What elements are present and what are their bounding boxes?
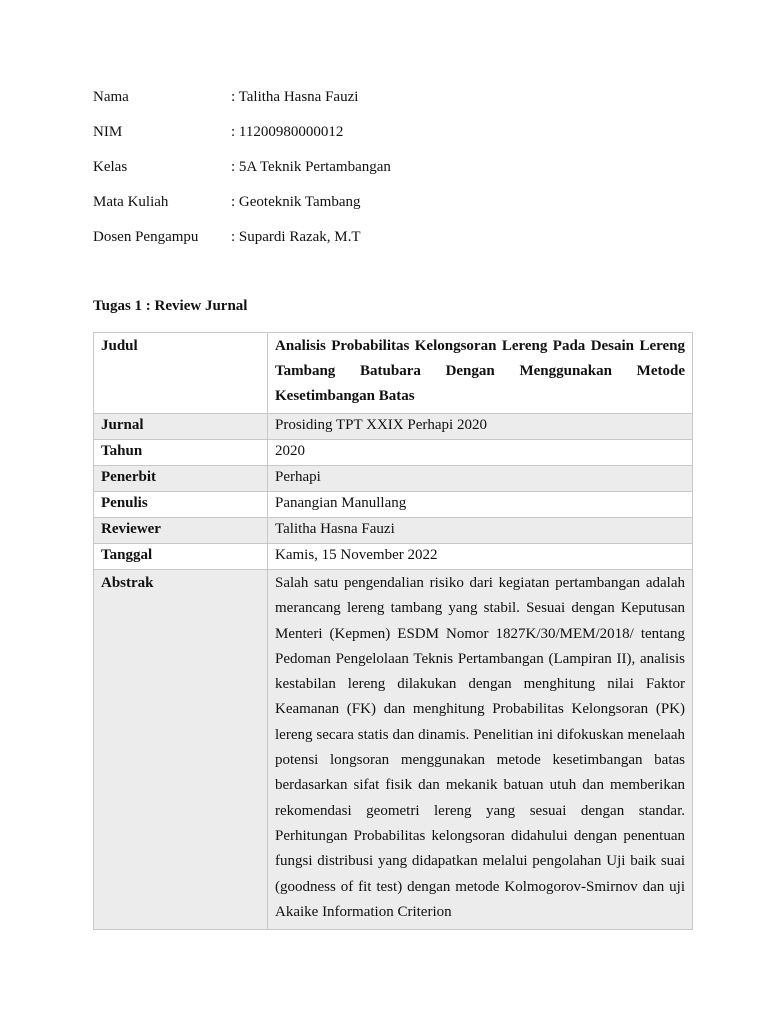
nama-label: Nama [93, 89, 129, 105]
info-row-dosen-pengampu [93, 228, 693, 263]
dosen-pengampu-label: Dosen Pengampu [93, 229, 199, 245]
table-row-tanggal [94, 544, 693, 570]
tanggal-label: Tanggal [94, 544, 268, 570]
info-row-nama [93, 88, 693, 123]
student-info [93, 88, 693, 263]
mata-kuliah-value: : Geoteknik Tambang [231, 194, 361, 210]
penerbit-label: Penerbit [94, 466, 268, 492]
table-row-tahun [94, 440, 693, 466]
table-row-reviewer [94, 518, 693, 544]
kelas-label: Kelas [93, 159, 128, 175]
table-row-penulis [94, 492, 693, 518]
abstrak-value: Salah satu pengendalian risiko dari kegiatan pertambangan adalah merancang lereng tambang yang stabil. Sesuai dengan Keputusan Menteri (Kepmen) ESDM Nomor 1827K/30/MEM/2018/ tentang Pedoman Pengelolaan Teknis Pertambangan (Lampiran II), analisis kestabilan lereng dilakukan dengan menghitung nilai Faktor Keamanan (FK) dan menghitung Probabilitas Kelongsoran (PK) lereng secara statis dan dinamis. Penelitian ini difokuskan menelaah potensi longsoran menggunakan metode kesetimbangan batas berdasarkan sifat fisik dan mekanik batuan utuh dan memberikan rekomendasi geometri lereng yang sesuai dengan standar. Perhitungan Probabilitas kelongsoran didahului dengan penentuan fungsi distribusi yang didapatkan melalui pengolahan Uji baik suai (goodness of fit test) dengan metode Kolmogorov-Smirnov dan uji Akaike Information Criterion [268, 570, 693, 930]
info-row-mata-kuliah [93, 193, 693, 228]
table-row-abstrak [94, 570, 693, 930]
tahun-value: 2020 [268, 440, 693, 466]
kelas-value: : 5A Teknik Pertambangan [231, 159, 391, 175]
info-row-nim [93, 123, 693, 158]
jurnal-value: Prosiding TPT XXIX Perhapi 2020 [268, 414, 693, 440]
judul-value: Analisis Probabilitas Kelongsoran Lereng Pada Desain Lereng Tambang Batubara Dengan Menggunakan Metode Kesetimbangan Batas [268, 333, 693, 414]
tanggal-value: Kamis, 15 November 2022 [268, 544, 693, 570]
penulis-label: Penulis [94, 492, 268, 518]
section-title: Tugas 1 : Review Jurnal [93, 298, 248, 314]
nama-value: : Talitha Hasna Fauzi [231, 89, 359, 105]
nim-value: : 11200980000012 [231, 124, 344, 140]
review-table [93, 332, 693, 930]
abstrak-label: Abstrak [94, 570, 268, 930]
table-row-jurnal [94, 414, 693, 440]
penerbit-value: Perhapi [268, 466, 693, 492]
table-row-penerbit [94, 466, 693, 492]
jurnal-label: Jurnal [94, 414, 268, 440]
reviewer-label: Reviewer [94, 518, 268, 544]
info-row-kelas [93, 158, 693, 193]
mata-kuliah-label: Mata Kuliah [93, 194, 169, 210]
nim-label: NIM [93, 124, 123, 140]
judul-label: Judul [94, 333, 268, 414]
penulis-value: Panangian Manullang [268, 492, 693, 518]
dosen-pengampu-value: : Supardi Razak, M.T [231, 229, 361, 245]
tahun-label: Tahun [94, 440, 268, 466]
table-row-judul [94, 333, 693, 414]
reviewer-value: Talitha Hasna Fauzi [268, 518, 693, 544]
